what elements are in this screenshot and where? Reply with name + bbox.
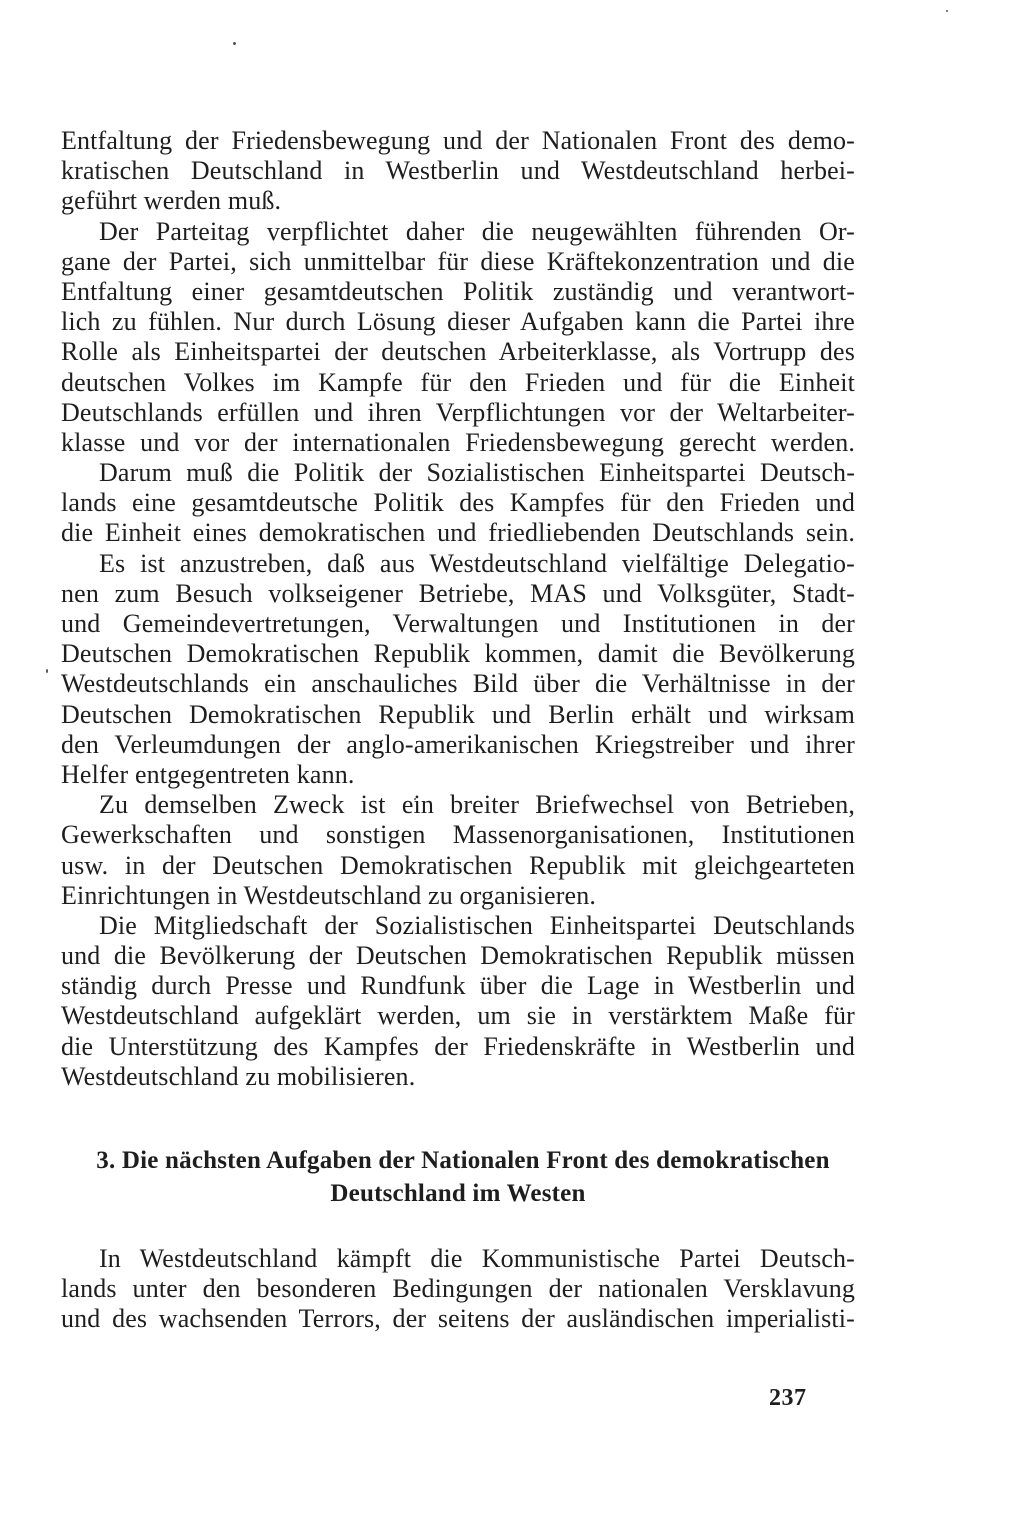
- text-line: Rolle als Einheitspartei der deutschen Arbeiterklasse, als Vortrupp des: [61, 337, 855, 367]
- text-line: Zu demselben Zweck ist ein breiter Briefwechsel von Betrieben,: [99, 790, 855, 820]
- text-line: nen zum Besuch volkseigener Betriebe, MAS und Volksgüter, Stadt-: [61, 578, 855, 608]
- heading-gap: [61, 1210, 855, 1244]
- scan-speck: [46, 669, 48, 673]
- paragraph-1: [61, 126, 855, 217]
- text-line: geführt werden muß.: [61, 186, 282, 216]
- text-line: den Verleumdungen der anglo-amerikanischen Kriegstreiber und ihrer: [61, 729, 855, 759]
- text-line: lich zu fühlen. Nur durch Lösung dieser Aufgaben kann die Partei ihre: [61, 307, 855, 337]
- text-line: Der Parteitag verpflichtet daher die neugewählten führenden Or-: [99, 216, 855, 246]
- text-line: und Gemeindevertretungen, Verwaltungen und Institutionen in der: [61, 609, 855, 638]
- text-line: Die Mitgliedschaft der Sozialistischen Einheitspartei Deutschlands: [99, 910, 855, 940]
- text-line: lands unter den besonderen Bedingungen der nationalen Versklavung: [61, 1274, 855, 1304]
- section-heading: [61, 1144, 855, 1210]
- scan-speck: [233, 42, 236, 45]
- paragraph-3: [61, 458, 855, 549]
- text-line: Es ist anzustreben, daß aus Westdeutschland vielfältige Delegatio-: [99, 548, 855, 578]
- text-line: Westdeutschland aufgeklärt werden, um sie in verstärktem Maße für: [61, 1001, 855, 1031]
- page-number: 237: [769, 1385, 807, 1411]
- text-line: Darum muß die Politik der Sozialistischen Einheitspartei Deutsch-: [99, 458, 855, 488]
- text-line: und die Bevölkerung der Deutschen Demokratischen Republik müssen: [61, 941, 855, 971]
- paragraph-7: [61, 1244, 855, 1335]
- text-line: gane der Partei, sich unmittelbar für diese Kräftekonzentration und die: [61, 246, 855, 276]
- text-line: Deutschlands erfüllen und ihren Verpflichtungen vor der Weltarbeiter-: [61, 397, 855, 427]
- text-line: Entfaltung einer gesamtdeutschen Politik zuständig und verantwort-: [61, 276, 855, 306]
- section-heading-line: Deutschland im Westen: [330, 1180, 586, 1207]
- section-heading-line: 3. Die nächsten Aufgaben der Nationalen Front des demokratischen: [96, 1147, 830, 1174]
- text-line: Entfaltung der Friedensbewegung und der Nationalen Front des demo-: [61, 126, 855, 155]
- text-line: deutschen Volkes im Kampfe für den Frieden und für die Einheit: [61, 367, 855, 397]
- body-text: [61, 126, 855, 1335]
- text-line: Westdeutschland zu mobilisieren.: [61, 1061, 416, 1091]
- paragraph-4: [61, 549, 855, 791]
- text-line: Einrichtungen in Westdeutschland zu organisieren.: [61, 880, 596, 910]
- paragraph-6: [61, 911, 855, 1092]
- paragraph-2: [61, 217, 855, 459]
- text-line: In Westdeutschland kämpft die Kommunistische Partei Deutsch-: [99, 1244, 855, 1273]
- paragraph-5: [61, 790, 855, 911]
- text-line: und des wachsenden Terrors, der seitens der ausländischen imperialisti-: [61, 1304, 855, 1334]
- text-line: die Einheit eines demokratischen und friedliebenden Deutschlands sein.: [61, 518, 855, 548]
- text-line: Deutschen Demokratischen Republik und Berlin erhält und wirksam: [61, 699, 855, 729]
- text-line: klasse und vor der internationalen Friedensbewegung gerecht werden.: [61, 427, 855, 457]
- text-line: Helfer entgegentreten kann.: [61, 759, 355, 789]
- text-line: lands eine gesamtdeutsche Politik des Kampfes für den Frieden und: [61, 488, 855, 518]
- text-line: Gewerkschaften und sonstigen Massenorganisationen, Institutionen: [61, 820, 855, 850]
- text-line: kratischen Deutschland in Westberlin und Westdeutschland herbei-: [61, 156, 855, 186]
- section-gap: [61, 1092, 855, 1144]
- text-line: Westdeutschlands ein anschauliches Bild über die Verhältnisse in der: [61, 669, 855, 699]
- text-line: die Unterstützung des Kampfes der Friedenskräfte in Westberlin und: [61, 1031, 855, 1061]
- scan-speck: [946, 10, 948, 12]
- text-line: ständig durch Presse und Rundfunk über die Lage in Westberlin und: [61, 971, 855, 1001]
- text-line: usw. in der Deutschen Demokratischen Republik mit gleichgearteten: [61, 850, 855, 880]
- text-line: Deutschen Demokratischen Republik kommen, damit die Bevölkerung: [61, 639, 855, 669]
